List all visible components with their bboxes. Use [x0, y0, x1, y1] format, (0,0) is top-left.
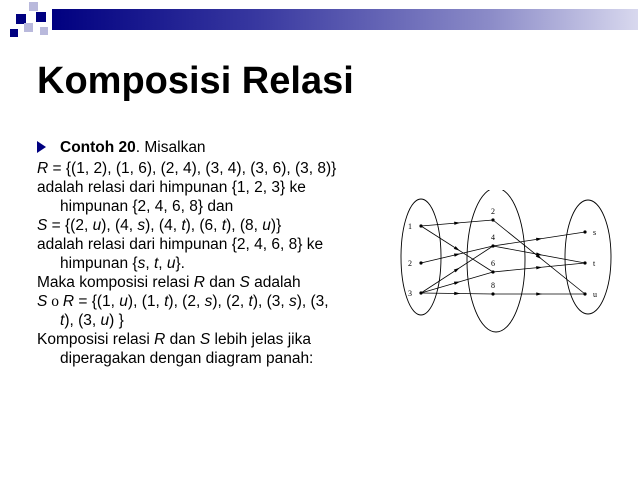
set-c-label: u — [593, 290, 597, 299]
kp-text: dan — [165, 331, 200, 348]
corner-square-dark-3 — [10, 29, 18, 37]
set-a-label: 3 — [408, 289, 412, 298]
s-var: u — [262, 217, 271, 234]
s-text: )} — [270, 217, 282, 234]
comp-text: ), (2, — [212, 293, 249, 310]
relation-r-desc-1: adalah relasi dari himpunan {1, 2, 3} ke — [37, 179, 306, 196]
s-text: = {(2, — [47, 217, 93, 234]
relation-s-desc-1: adalah relasi dari himpunan {2, 4, 6, 8} ke — [37, 236, 324, 253]
relation-r-desc-2: himpunan {2, 4, 6, 8} dan — [60, 198, 234, 215]
comp-var: t — [60, 312, 65, 329]
example-line — [37, 138, 387, 157]
element-dot — [583, 292, 586, 295]
composition-line-2 — [37, 311, 387, 330]
comp-var: u — [100, 312, 110, 329]
element-dot — [419, 261, 422, 264]
intro-var: S — [239, 274, 250, 291]
comp-var: u — [119, 293, 128, 310]
arrowhead-icon — [536, 266, 542, 269]
kp-var: R — [154, 331, 166, 348]
s-desc-text: himpunan { — [60, 255, 138, 272]
set-c-label: t — [593, 259, 596, 268]
comp-var: s — [288, 293, 297, 310]
s-var: t — [181, 217, 186, 234]
diagram-intro-2: diperagakan dengan diagram panah: — [60, 350, 314, 367]
s-desc-text: , — [158, 255, 167, 272]
arrowhead-icon — [454, 292, 460, 295]
s-symbol: S — [37, 217, 48, 234]
relation-s-desc-2 — [37, 254, 387, 273]
arrow-diagram — [395, 190, 615, 340]
element-dot — [491, 270, 494, 273]
s-desc-text: , — [145, 255, 154, 272]
set-b-label: 4 — [491, 233, 495, 242]
set-a-ellipse — [401, 199, 441, 315]
set-c-ellipse — [565, 200, 611, 314]
r-symbol: R — [37, 160, 49, 177]
slide-title: Komposisi Relasi — [37, 60, 354, 102]
comp-var: t — [248, 293, 253, 310]
s-text: ), (4, — [101, 217, 138, 234]
intro-text: dan — [204, 274, 240, 291]
comp-text: ), (1, — [127, 293, 165, 310]
slide-body — [37, 138, 387, 368]
intro-var: R — [193, 274, 205, 291]
set-a-label: 1 — [408, 222, 412, 231]
arrowhead-icon — [454, 282, 460, 285]
comp-text: ), (3, — [64, 312, 101, 329]
comp-text: ) } — [109, 312, 124, 329]
s-var: u — [92, 217, 102, 234]
kp-text: Komposisi relasi — [37, 331, 155, 348]
s-text: ), (4, — [145, 217, 182, 234]
comp-text: ), (3, — [296, 293, 329, 310]
arrowhead-icon — [454, 254, 460, 257]
set-b-label: 2 — [491, 207, 495, 216]
comp-text: ), (3, — [252, 293, 289, 310]
corner-square-dark-2 — [36, 12, 46, 22]
corner-square-light-3 — [40, 27, 48, 35]
comp-var: S — [37, 293, 48, 310]
element-dot — [419, 224, 422, 227]
composition-line-1 — [37, 292, 387, 311]
s-text: ), (6, — [185, 217, 222, 234]
kp-text: lebih jelas jika — [210, 331, 311, 348]
s-var: s — [137, 217, 146, 234]
relation-s-line — [37, 216, 387, 235]
element-dot — [583, 261, 586, 264]
example-label: Contoh 20 — [60, 139, 136, 156]
comp-operator: ο — [47, 293, 63, 310]
element-dot — [419, 291, 422, 294]
set-b-label: 8 — [491, 281, 495, 290]
s-desc-var: s — [137, 255, 146, 272]
s-text: ), (8, — [226, 217, 263, 234]
arrowhead-icon — [454, 246, 460, 251]
arrowhead-icon — [454, 222, 460, 225]
element-dot — [491, 292, 494, 295]
s-desc-text: }. — [175, 255, 185, 272]
element-dot — [491, 244, 494, 247]
diagram-intro-1 — [37, 330, 387, 349]
set-a-label: 2 — [408, 259, 412, 268]
element-dot — [583, 230, 586, 233]
header-gradient-bar — [52, 9, 638, 30]
corner-square-light-2 — [24, 23, 33, 32]
set-b-label: 6 — [491, 259, 495, 268]
comp-var: s — [204, 293, 213, 310]
element-dot — [491, 218, 494, 221]
composition-intro — [37, 273, 387, 292]
s-desc-var: t — [153, 255, 159, 272]
arrowhead-icon — [536, 292, 542, 295]
set-c-label: s — [593, 228, 597, 237]
comp-text: = {(1, — [74, 293, 120, 310]
intro-text: adalah — [249, 274, 301, 291]
comp-text: ), (2, — [168, 293, 205, 310]
example-rest: . Misalkan — [135, 139, 206, 156]
arrowhead-icon — [454, 268, 460, 273]
arrowhead-icon — [536, 252, 542, 255]
kp-var: S — [199, 331, 211, 348]
corner-square-light-1 — [29, 2, 38, 11]
intro-text: Maka komposisi relasi — [37, 274, 194, 291]
comp-var: R — [62, 293, 75, 310]
relation-r-line — [37, 159, 387, 178]
s-desc-var: u — [166, 255, 176, 272]
bullet-icon — [37, 141, 46, 153]
comp-var: t — [164, 293, 169, 310]
s-var: t — [221, 217, 227, 234]
r-definition: = {(1, 2), (1, 6), (2, 4), (3, 4), (3, 6), (3, 8)} — [48, 160, 337, 177]
